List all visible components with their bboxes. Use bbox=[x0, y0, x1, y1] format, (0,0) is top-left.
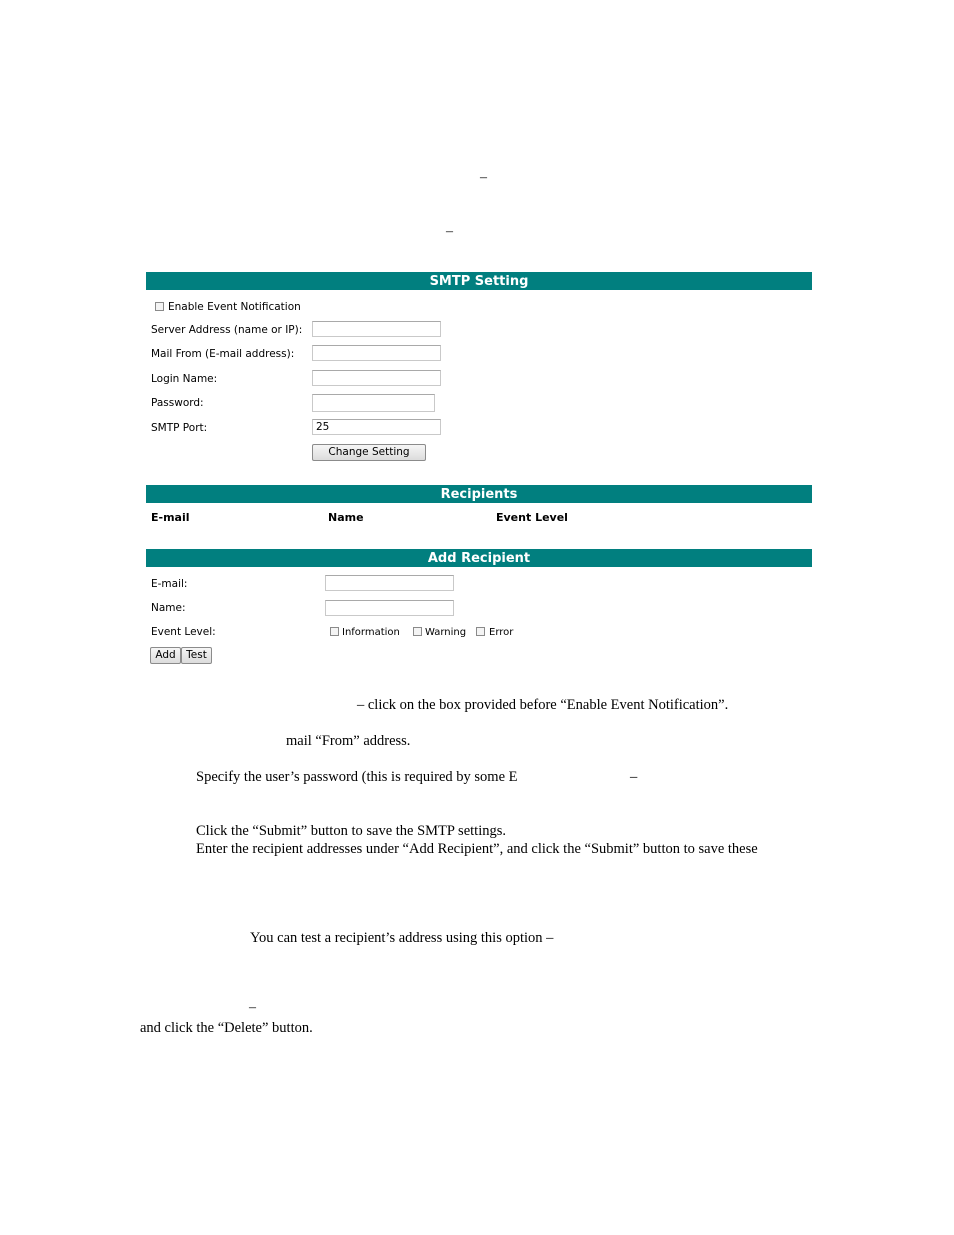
test-button[interactable]: Test bbox=[181, 647, 212, 664]
text-line-submit: Click the “Submit” button to save the SMTP settings. bbox=[196, 823, 506, 839]
server-address-input[interactable] bbox=[312, 321, 441, 337]
smtp-port-input[interactable]: 25 bbox=[312, 419, 441, 435]
password-input[interactable] bbox=[312, 394, 435, 412]
text-fragment-dash: – bbox=[480, 170, 487, 185]
text-line-mail-from: mail “From” address. bbox=[286, 733, 411, 749]
error-label: Error bbox=[489, 627, 514, 638]
add-button[interactable]: Add bbox=[150, 647, 181, 664]
information-checkbox[interactable] bbox=[330, 627, 339, 636]
recipient-name-input[interactable] bbox=[325, 600, 454, 616]
warning-label: Warning bbox=[425, 627, 467, 638]
server-address-label: Server Address (name or IP): bbox=[151, 324, 303, 336]
text-line-enable: – click on the box provided before “Enable Event Notification”. bbox=[357, 697, 729, 713]
recipient-email-label: E-mail: bbox=[151, 578, 188, 590]
error-checkbox[interactable] bbox=[476, 627, 485, 636]
add-recipient-header: Add Recipient bbox=[146, 549, 812, 567]
recipient-name-label: Name: bbox=[151, 602, 186, 614]
warning-checkbox[interactable] bbox=[413, 627, 422, 636]
text-line-add-recipient: Enter the recipient addresses under “Add Recipient”, and click the “Submit” button to save these bbox=[196, 841, 758, 857]
mail-from-input[interactable] bbox=[312, 345, 441, 361]
column-header-email: E-mail bbox=[151, 511, 190, 524]
recipient-email-input[interactable] bbox=[325, 575, 454, 591]
smtp-port-label: SMTP Port: bbox=[151, 422, 208, 434]
recipients-header: Recipients bbox=[146, 485, 812, 503]
smtp-setting-header: SMTP Setting bbox=[146, 272, 812, 290]
enable-event-notification-label: Enable Event Notification bbox=[168, 301, 301, 313]
text-line-password: Specify the user’s password (this is required by some E bbox=[196, 769, 518, 785]
information-label: Information bbox=[342, 627, 400, 638]
login-name-label: Login Name: bbox=[151, 373, 218, 385]
password-label: Password: bbox=[151, 397, 204, 409]
column-header-event-level: Event Level bbox=[496, 511, 568, 524]
text-fragment-dash: – bbox=[630, 769, 638, 785]
mail-from-label: Mail From (E-mail address): bbox=[151, 348, 295, 360]
text-fragment-dash: – bbox=[249, 1000, 256, 1015]
enable-event-notification-checkbox[interactable] bbox=[155, 302, 164, 311]
change-setting-button[interactable]: Change Setting bbox=[312, 444, 426, 461]
login-name-input[interactable] bbox=[312, 370, 441, 386]
event-level-label: Event Level: bbox=[151, 626, 216, 638]
text-line-delete: and click the “Delete” button. bbox=[140, 1020, 313, 1036]
text-line-test: You can test a recipient’s address using this option – bbox=[250, 930, 554, 946]
text-fragment-dash: – bbox=[446, 224, 453, 239]
column-header-name: Name bbox=[328, 511, 364, 524]
